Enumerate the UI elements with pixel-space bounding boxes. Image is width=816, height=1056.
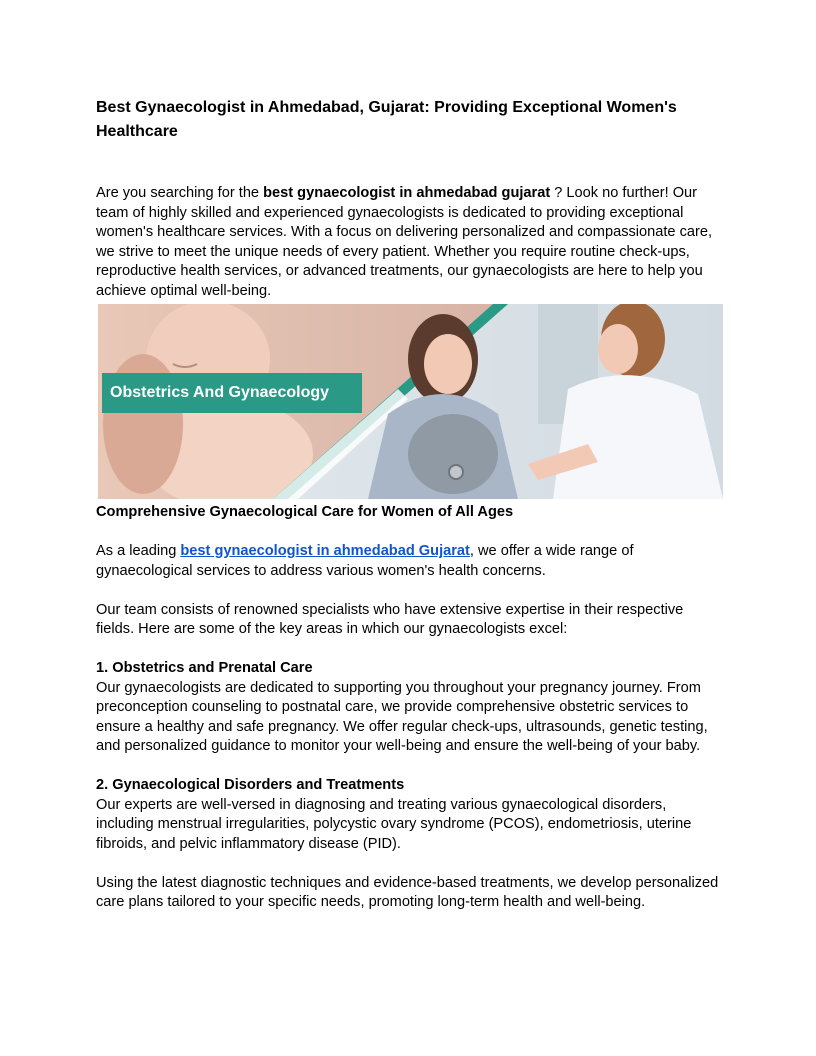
item-heading-obstetrics: 1. Obstetrics and Prenatal Care <box>96 660 313 676</box>
item-heading-disorders: 2. Gynaecological Disorders and Treatments <box>96 777 405 793</box>
mother-belly <box>408 414 498 494</box>
services-paragraph <box>96 542 721 581</box>
banner-image <box>98 304 723 499</box>
services-text-end: , we offer a wide range of gynaecological services to address various women's health concerns. <box>96 543 634 579</box>
intro-keyword: best gynaecologist in ahmedabad gujarat <box>263 185 551 201</box>
services-text-start: As a leading <box>96 543 181 559</box>
page-title: Best Gynaecologist in Ahmedabad, Gujarat: Providing Exceptional Women's Healthcare <box>96 99 677 140</box>
stethoscope-icon <box>449 465 463 479</box>
intro-paragraph <box>96 184 721 301</box>
item-text-obstetrics: Our gynaecologists are dedicated to supporting you throughout your pregnancy journey. From preconception counseling to postnatal care, we provide comprehensive obstetric services to ensure a healthy and safe pregnancy. We offer regular check-ups, ultrasounds, genetic testing, and personalized guidance to monitor your well-being and ensure the well-being of your baby. <box>96 679 708 754</box>
doctor-face <box>598 324 638 374</box>
mother-face <box>424 334 472 394</box>
team-paragraph: Our team consists of renowned specialists who have extensive expertise in their respective fields. Here are some of the key areas in which our gynaecologists excel: <box>96 601 684 637</box>
banner-label: Obstetrics And Gynaecology <box>102 373 362 413</box>
gynaecologist-link[interactable]: best gynaecologist in ahmedabad Gujarat <box>180 543 470 559</box>
section-heading: Comprehensive Gynaecological Care for Women of All Ages <box>96 504 514 520</box>
intro-text-start: Are you searching for the <box>96 185 264 201</box>
intro-text-end: ? Look no further! Our team of highly skilled and experienced gynaecologists is dedicated to providing exceptional women's healthcare services. With a focus on delivering personalized and compassionate care, we strive to meet the unique needs of every patient. Whether you require routine check-ups, reproductive health services, or advanced treatments, our gynaecologists are here to help you achieve optimal well-being. <box>96 185 713 299</box>
document-page <box>96 96 721 913</box>
closing-paragraph: Using the latest diagnostic techniques and evidence-based treatments, we develop personalized care plans tailored to your specific needs, promoting long-term health and well-being. <box>96 874 719 910</box>
item-text-disorders: Our experts are well-versed in diagnosing and treating various gynaecological disorders, including menstrual irregularities, polycystic ovary syndrome (PCOS), endometriosis, uterine fibroids, and pelvic inflammatory disease (PID). <box>96 796 692 852</box>
